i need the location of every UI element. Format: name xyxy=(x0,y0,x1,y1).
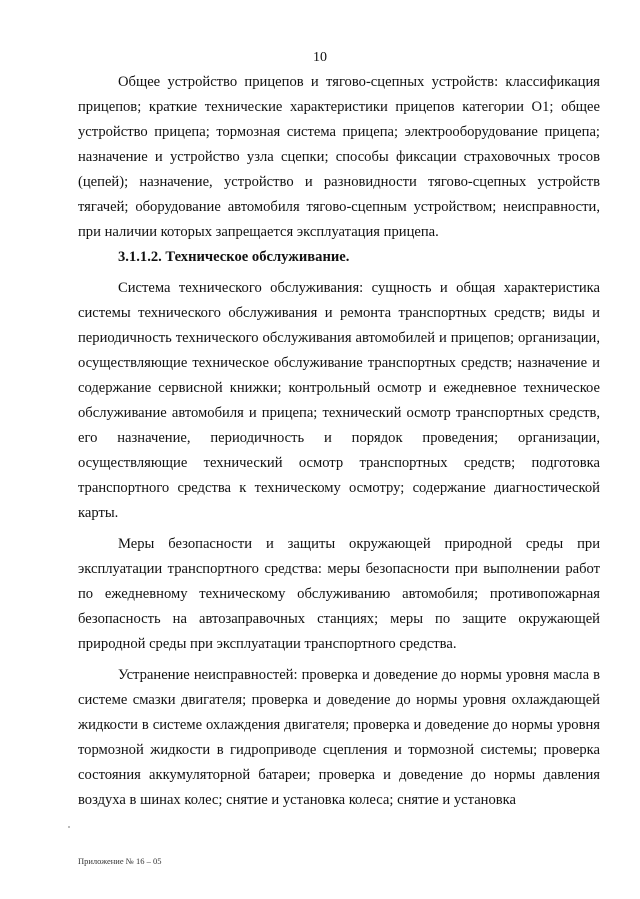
page-footer: Приложение № 16 – 05 xyxy=(78,856,162,866)
paragraph-safety-measures: Меры безопасности и защиты окружающей природной среды при эксплуатации транспортного средства: меры безопасности при выполнении работ по ежедневному техническому обслуживанию автомобиля; противопожарная безопасность на автозаправочных станциях; меры по защите окружающей природной среды при эксплуатации транспортного средства. xyxy=(78,536,600,652)
paragraph-troubleshooting: Устранение неисправностей: проверка и доведение до нормы уровня масла в системе смазки двигателя; проверка и доведение до нормы уровня охлаждающей жидкости в системе охлаждения двигателя; проверка и доведение до нормы уровня тормозной жидкости в гидроприводе сцепления и тормозной системы; проверка состояния аккумуляторной батареи; проверка и доведение до нормы давления воздуха в шинах колес; снятие и установка колеса; снятие и установка xyxy=(78,667,600,808)
paragraph-trailers: Общее устройство прицепов и тягово-сцепных устройств: классификация прицепов; краткие технические характеристики прицепов категории О1; общее устройство прицепа; тормозная система прицепа; электрооборудование прицепа; назначение и устройство узла сцепки; способы фиксации страховочных тросов (цепей); назначение, устройство и разновидности тягово-сцепных устройств тягачей; оборудование автомобиля тягово-сцепным устройством; неисправности, при наличии которых запрещается эксплуатация прицепа. xyxy=(78,74,600,240)
scan-speck xyxy=(68,826,70,828)
section-heading: 3.1.1.2. Техническое обслуживание. xyxy=(118,249,350,265)
document-body xyxy=(78,70,600,813)
page-number: 10 xyxy=(313,50,327,65)
paragraph-maintenance-system: Система технического обслуживания: сущность и общая характеристика системы технического обслуживания и ремонта транспортных средств; виды и периодичность технического обслуживания автомобилей и прицепов; организации, осуществляющие техническое обслуживание транспортных средств; назначение и содержание сервисной книжки; контрольный осмотр и ежедневное техническое обслуживание автомобиля и прицепа; технический осмотр транспортных средств, его назначение, периодичность и порядок проведения; организации, осуществляющие технический осмотр транспортных средств; подготовка транспортного средства к техническому осмотру; содержание диагностической карты. xyxy=(78,280,600,521)
